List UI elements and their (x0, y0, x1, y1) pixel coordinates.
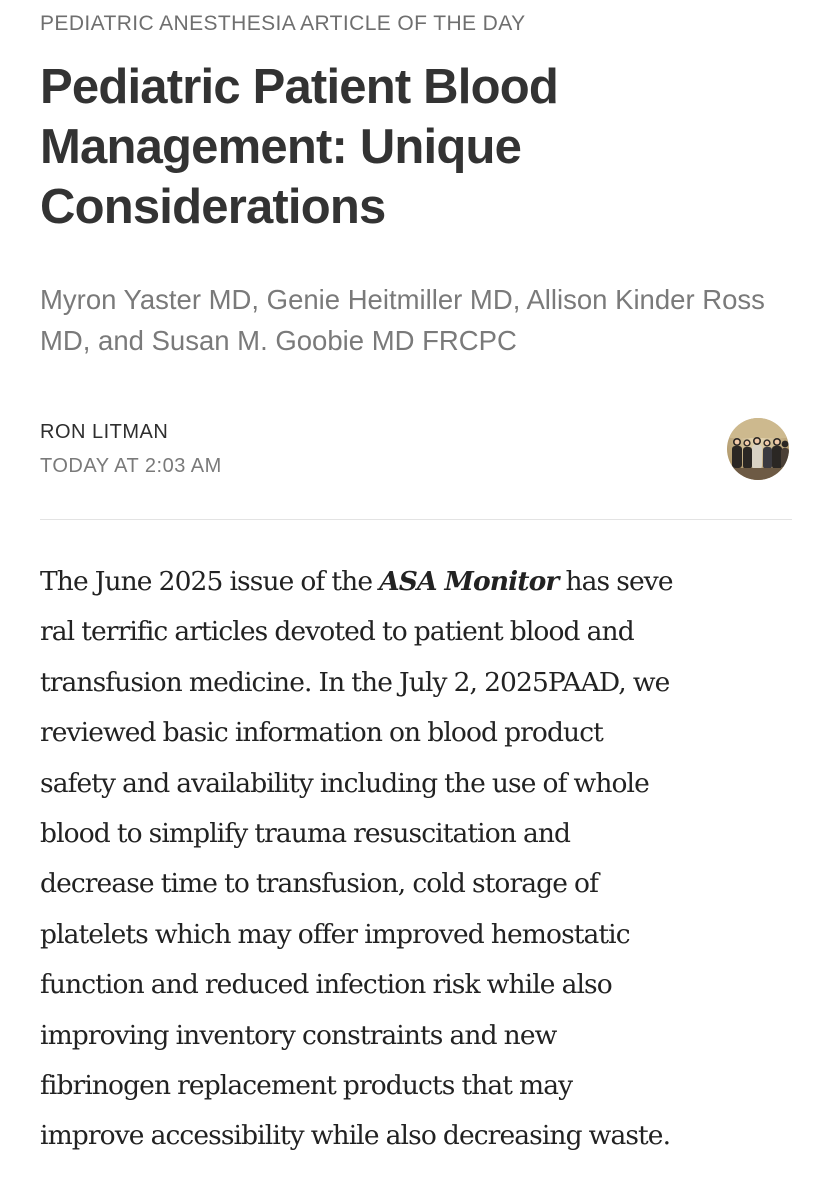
body-line: fibrinogen replacement products that may (40, 1070, 573, 1102)
byline (40, 420, 222, 478)
article-body (40, 557, 800, 1162)
group-photo-avatar-icon (727, 418, 789, 480)
body-line: platelets which may offer improved hemostatic (40, 918, 630, 950)
body-line: improving inventory constraints and new (40, 1019, 557, 1051)
body-line: safety and availability including the use of whole (40, 767, 649, 799)
author-avatar[interactable] (727, 418, 789, 480)
body-line: function and reduced infection risk while also (40, 969, 612, 1001)
article-authors: Myron Yaster MD, Genie Heitmiller MD, Allison Kinder Ross MD, and Susan M. Goobie MD FRCPC (40, 284, 765, 357)
body-line: reviewed basic information on blood product (40, 717, 603, 749)
body-line: blood to simplify trauma resuscitation and (40, 818, 571, 850)
author-name-link[interactable]: RON LITMAN (40, 421, 169, 443)
article-title: Pediatric Patient Blood Management: Unique Considerations (40, 60, 558, 234)
divider (40, 519, 792, 520)
post-date: TODAY AT 2:03 AM (40, 455, 222, 477)
body-line: transfusion medicine. In the July 2, 2025PAAD, we (40, 666, 670, 698)
section-kicker: PEDIATRIC ANESTHESIA ARTICLE OF THE DAY (40, 12, 526, 35)
body-line: improve accessibility while also decreasing waste. (40, 1120, 671, 1152)
body-line: decrease time to transfusion, cold storage of (40, 868, 598, 900)
publication-name: ASA Monitor (379, 566, 559, 597)
body-line: ral terrific articles devoted to patient blood and (40, 616, 634, 648)
body-line: The June 2025 issue of the ASA Monitor has seve (40, 566, 673, 597)
